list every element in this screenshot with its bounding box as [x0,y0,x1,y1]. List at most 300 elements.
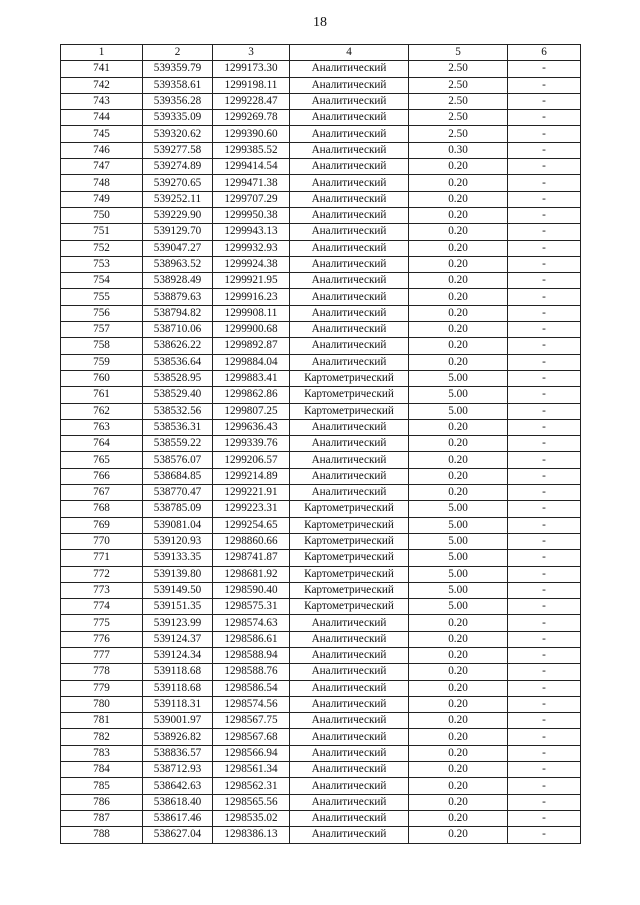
point-number-cell: 771 [61,550,143,566]
accuracy-cell: 5.00 [409,501,508,517]
accuracy-cell: 5.00 [409,566,508,582]
accuracy-cell: 0.20 [409,256,508,272]
y-coordinate-cell: 1299883.41 [213,370,290,386]
x-coordinate-cell: 539001.97 [143,713,213,729]
y-coordinate-cell: 1298586.61 [213,631,290,647]
x-coordinate-cell: 538712.93 [143,762,213,778]
point-number-cell: 769 [61,517,143,533]
y-coordinate-cell: 1299884.04 [213,354,290,370]
note-cell: - [508,354,581,370]
note-cell: - [508,680,581,696]
x-coordinate-cell: 538528.95 [143,370,213,386]
method-cell: Аналитический [290,77,409,93]
table-row [61,533,581,549]
note-cell: - [508,322,581,338]
method-cell: Аналитический [290,794,409,810]
note-cell: - [508,582,581,598]
table-row [61,322,581,338]
accuracy-cell: 0.20 [409,175,508,191]
method-cell: Картометрический [290,387,409,403]
y-coordinate-cell: 1298574.56 [213,696,290,712]
y-coordinate-cell: 1298575.31 [213,599,290,615]
point-number-cell: 770 [61,533,143,549]
x-coordinate-cell: 538684.85 [143,468,213,484]
x-coordinate-cell: 538926.82 [143,729,213,745]
accuracy-cell: 0.20 [409,696,508,712]
table-row [61,207,581,223]
accuracy-cell: 0.20 [409,485,508,501]
note-cell: - [508,338,581,354]
point-number-cell: 765 [61,452,143,468]
method-cell: Аналитический [290,126,409,142]
point-number-cell: 759 [61,354,143,370]
point-number-cell: 788 [61,827,143,843]
method-cell: Аналитический [290,159,409,175]
point-number-cell: 754 [61,273,143,289]
y-coordinate-cell: 1299385.52 [213,142,290,158]
note-cell: - [508,289,581,305]
point-number-cell: 760 [61,370,143,386]
accuracy-cell: 2.50 [409,93,508,109]
table-row [61,273,581,289]
accuracy-cell: 5.00 [409,370,508,386]
point-number-cell: 741 [61,61,143,77]
accuracy-cell: 0.20 [409,354,508,370]
point-number-cell: 749 [61,191,143,207]
point-number-cell: 787 [61,810,143,826]
y-coordinate-cell: 1299214.89 [213,468,290,484]
x-coordinate-cell: 539139.80 [143,566,213,582]
y-coordinate-cell: 1299254.65 [213,517,290,533]
y-coordinate-cell: 1299223.31 [213,501,290,517]
method-cell: Аналитический [290,191,409,207]
y-coordinate-cell: 1298567.68 [213,729,290,745]
note-cell: - [508,762,581,778]
x-coordinate-cell: 539120.93 [143,533,213,549]
x-coordinate-cell: 539124.34 [143,647,213,663]
y-coordinate-cell: 1298561.34 [213,762,290,778]
x-coordinate-cell: 539151.35 [143,599,213,615]
accuracy-cell: 0.20 [409,289,508,305]
y-coordinate-cell: 1299932.93 [213,240,290,256]
point-number-cell: 748 [61,175,143,191]
header-row [61,45,581,61]
x-coordinate-cell: 538642.63 [143,778,213,794]
y-coordinate-cell: 1298860.66 [213,533,290,549]
table-row [61,77,581,93]
y-coordinate-cell: 1298562.31 [213,778,290,794]
y-coordinate-cell: 1299707.29 [213,191,290,207]
note-cell: - [508,93,581,109]
accuracy-cell: 0.20 [409,810,508,826]
x-coordinate-cell: 539047.27 [143,240,213,256]
method-cell: Аналитический [290,207,409,223]
point-number-cell: 744 [61,110,143,126]
accuracy-cell: 5.00 [409,533,508,549]
x-coordinate-cell: 538617.46 [143,810,213,826]
note-cell: - [508,778,581,794]
table-row [61,289,581,305]
method-cell: Аналитический [290,745,409,761]
point-number-cell: 755 [61,289,143,305]
method-cell: Картометрический [290,501,409,517]
x-coordinate-cell: 539270.65 [143,175,213,191]
accuracy-cell: 0.20 [409,615,508,631]
method-cell: Аналитический [290,338,409,354]
y-coordinate-cell: 1299206.57 [213,452,290,468]
table-header [61,45,581,61]
accuracy-cell: 5.00 [409,599,508,615]
x-coordinate-cell: 538710.06 [143,322,213,338]
x-coordinate-cell: 538536.31 [143,419,213,435]
y-coordinate-cell: 1298588.94 [213,647,290,663]
table-row [61,485,581,501]
x-coordinate-cell: 538836.57 [143,745,213,761]
point-number-cell: 774 [61,599,143,615]
note-cell: - [508,452,581,468]
point-number-cell: 781 [61,713,143,729]
x-coordinate-cell: 538928.49 [143,273,213,289]
x-coordinate-cell: 538627.04 [143,827,213,843]
method-cell: Картометрический [290,582,409,598]
table-row [61,827,581,843]
note-cell: - [508,827,581,843]
y-coordinate-cell: 1298535.02 [213,810,290,826]
method-cell: Картометрический [290,403,409,419]
column-header: 4 [290,45,409,61]
x-coordinate-cell: 538785.09 [143,501,213,517]
accuracy-cell: 5.00 [409,550,508,566]
note-cell: - [508,517,581,533]
accuracy-cell: 0.20 [409,419,508,435]
x-coordinate-cell: 539133.35 [143,550,213,566]
point-number-cell: 772 [61,566,143,582]
x-coordinate-cell: 539320.62 [143,126,213,142]
x-coordinate-cell: 539359.79 [143,61,213,77]
table-row [61,256,581,272]
method-cell: Картометрический [290,517,409,533]
page-number: 18 [313,15,327,30]
accuracy-cell: 2.50 [409,110,508,126]
accuracy-cell: 0.30 [409,142,508,158]
note-cell: - [508,566,581,582]
y-coordinate-cell: 1299916.23 [213,289,290,305]
accuracy-cell: 0.20 [409,745,508,761]
y-coordinate-cell: 1298588.76 [213,664,290,680]
accuracy-cell: 0.20 [409,240,508,256]
accuracy-cell: 2.50 [409,77,508,93]
y-coordinate-cell: 1299921.95 [213,273,290,289]
table-row [61,468,581,484]
method-cell: Аналитический [290,110,409,126]
point-number-cell: 745 [61,126,143,142]
accuracy-cell: 0.20 [409,452,508,468]
table-body [61,61,581,843]
table-row [61,93,581,109]
x-coordinate-cell: 539129.70 [143,224,213,240]
coordinates-table [60,44,581,844]
note-cell: - [508,810,581,826]
column-header: 1 [61,45,143,61]
table-row [61,126,581,142]
table-row [61,517,581,533]
method-cell: Аналитический [290,305,409,321]
x-coordinate-cell: 538770.47 [143,485,213,501]
y-coordinate-cell: 1299198.11 [213,77,290,93]
point-number-cell: 761 [61,387,143,403]
x-coordinate-cell: 539149.50 [143,582,213,598]
x-coordinate-cell: 539252.11 [143,191,213,207]
note-cell: - [508,468,581,484]
table-row [61,582,581,598]
table-row [61,354,581,370]
accuracy-cell: 0.20 [409,322,508,338]
note-cell: - [508,175,581,191]
point-number-cell: 764 [61,436,143,452]
method-cell: Аналитический [290,778,409,794]
y-coordinate-cell: 1298386.13 [213,827,290,843]
note-cell: - [508,305,581,321]
point-number-cell: 782 [61,729,143,745]
point-number-cell: 743 [61,93,143,109]
point-number-cell: 767 [61,485,143,501]
x-coordinate-cell: 539123.99 [143,615,213,631]
x-coordinate-cell: 539335.09 [143,110,213,126]
table-row [61,436,581,452]
point-number-cell: 742 [61,77,143,93]
table-row [61,370,581,386]
method-cell: Аналитический [290,468,409,484]
accuracy-cell: 0.20 [409,631,508,647]
x-coordinate-cell: 539118.31 [143,696,213,712]
point-number-cell: 785 [61,778,143,794]
note-cell: - [508,696,581,712]
method-cell: Аналитический [290,452,409,468]
note-cell: - [508,436,581,452]
point-number-cell: 783 [61,745,143,761]
note-cell: - [508,159,581,175]
accuracy-cell: 0.20 [409,647,508,663]
x-coordinate-cell: 539356.28 [143,93,213,109]
y-coordinate-cell: 1299173.30 [213,61,290,77]
note-cell: - [508,794,581,810]
method-cell: Аналитический [290,322,409,338]
accuracy-cell: 0.20 [409,436,508,452]
point-number-cell: 746 [61,142,143,158]
note-cell: - [508,533,581,549]
method-cell: Аналитический [290,61,409,77]
table-row [61,175,581,191]
y-coordinate-cell: 1299471.38 [213,175,290,191]
note-cell: - [508,142,581,158]
note-cell: - [508,631,581,647]
accuracy-cell: 0.20 [409,762,508,778]
point-number-cell: 762 [61,403,143,419]
method-cell: Картометрический [290,533,409,549]
accuracy-cell: 2.50 [409,61,508,77]
point-number-cell: 756 [61,305,143,321]
table-row [61,762,581,778]
method-cell: Аналитический [290,762,409,778]
accuracy-cell: 0.20 [409,207,508,223]
x-coordinate-cell: 538879.63 [143,289,213,305]
point-number-cell: 775 [61,615,143,631]
table-row [61,615,581,631]
note-cell: - [508,370,581,386]
x-coordinate-cell: 539229.90 [143,207,213,223]
accuracy-cell: 0.20 [409,729,508,745]
note-cell: - [508,273,581,289]
method-cell: Картометрический [290,370,409,386]
table-row [61,745,581,761]
accuracy-cell: 0.20 [409,305,508,321]
table-row [61,110,581,126]
table-row [61,191,581,207]
point-number-cell: 750 [61,207,143,223]
y-coordinate-cell: 1298566.94 [213,745,290,761]
accuracy-cell: 5.00 [409,387,508,403]
x-coordinate-cell: 538626.22 [143,338,213,354]
y-coordinate-cell: 1299221.91 [213,485,290,501]
accuracy-cell: 5.00 [409,517,508,533]
table-row [61,794,581,810]
point-number-cell: 751 [61,224,143,240]
point-number-cell: 778 [61,664,143,680]
point-number-cell: 766 [61,468,143,484]
accuracy-cell: 0.20 [409,338,508,354]
y-coordinate-cell: 1299924.38 [213,256,290,272]
method-cell: Аналитический [290,696,409,712]
x-coordinate-cell: 538532.56 [143,403,213,419]
method-cell: Картометрический [290,566,409,582]
note-cell: - [508,485,581,501]
note-cell: - [508,615,581,631]
accuracy-cell: 0.20 [409,468,508,484]
accuracy-cell: 0.20 [409,794,508,810]
x-coordinate-cell: 539277.58 [143,142,213,158]
note-cell: - [508,126,581,142]
accuracy-cell: 0.20 [409,224,508,240]
y-coordinate-cell: 1299943.13 [213,224,290,240]
point-number-cell: 786 [61,794,143,810]
note-cell: - [508,256,581,272]
x-coordinate-cell: 539118.68 [143,664,213,680]
accuracy-cell: 0.20 [409,680,508,696]
note-cell: - [508,599,581,615]
table-row [61,240,581,256]
table-row [61,501,581,517]
method-cell: Аналитический [290,436,409,452]
note-cell: - [508,647,581,663]
table-row [61,680,581,696]
y-coordinate-cell: 1299636.43 [213,419,290,435]
table-row [61,729,581,745]
method-cell: Аналитический [290,175,409,191]
method-cell: Аналитический [290,93,409,109]
y-coordinate-cell: 1299892.87 [213,338,290,354]
x-coordinate-cell: 538529.40 [143,387,213,403]
note-cell: - [508,240,581,256]
method-cell: Аналитический [290,289,409,305]
note-cell: - [508,110,581,126]
accuracy-cell: 0.20 [409,191,508,207]
table-row [61,419,581,435]
point-number-cell: 777 [61,647,143,663]
y-coordinate-cell: 1299950.38 [213,207,290,223]
note-cell: - [508,77,581,93]
note-cell: - [508,403,581,419]
column-header: 6 [508,45,581,61]
accuracy-cell: 2.50 [409,126,508,142]
method-cell: Аналитический [290,240,409,256]
y-coordinate-cell: 1299908.11 [213,305,290,321]
accuracy-cell: 0.20 [409,778,508,794]
table-row [61,647,581,663]
x-coordinate-cell: 539081.04 [143,517,213,533]
y-coordinate-cell: 1298565.56 [213,794,290,810]
note-cell: - [508,191,581,207]
y-coordinate-cell: 1299414.54 [213,159,290,175]
y-coordinate-cell: 1298590.40 [213,582,290,598]
table-row [61,61,581,77]
table-row [61,631,581,647]
point-number-cell: 757 [61,322,143,338]
method-cell: Аналитический [290,729,409,745]
note-cell: - [508,550,581,566]
method-cell: Аналитический [290,631,409,647]
x-coordinate-cell: 539124.37 [143,631,213,647]
column-header: 3 [213,45,290,61]
note-cell: - [508,664,581,680]
method-cell: Аналитический [290,419,409,435]
table-row [61,696,581,712]
table-row [61,403,581,419]
accuracy-cell: 0.20 [409,713,508,729]
x-coordinate-cell: 538559.22 [143,436,213,452]
method-cell: Аналитический [290,680,409,696]
table-row [61,713,581,729]
table-row [61,599,581,615]
method-cell: Аналитический [290,273,409,289]
accuracy-cell: 0.20 [409,273,508,289]
table-row [61,224,581,240]
method-cell: Аналитический [290,615,409,631]
point-number-cell: 773 [61,582,143,598]
table-row [61,664,581,680]
table-row [61,452,581,468]
table-row [61,338,581,354]
table-row [61,387,581,403]
method-cell: Аналитический [290,224,409,240]
table-row [61,159,581,175]
method-cell: Аналитический [290,647,409,663]
method-cell: Аналитический [290,664,409,680]
y-coordinate-cell: 1299900.68 [213,322,290,338]
point-number-cell: 776 [61,631,143,647]
method-cell: Аналитический [290,713,409,729]
table-row [61,142,581,158]
point-number-cell: 753 [61,256,143,272]
y-coordinate-cell: 1299269.78 [213,110,290,126]
accuracy-cell: 0.20 [409,664,508,680]
accuracy-cell: 0.20 [409,827,508,843]
note-cell: - [508,419,581,435]
note-cell: - [508,745,581,761]
method-cell: Картометрический [290,550,409,566]
method-cell: Аналитический [290,354,409,370]
point-number-cell: 779 [61,680,143,696]
y-coordinate-cell: 1299807.25 [213,403,290,419]
